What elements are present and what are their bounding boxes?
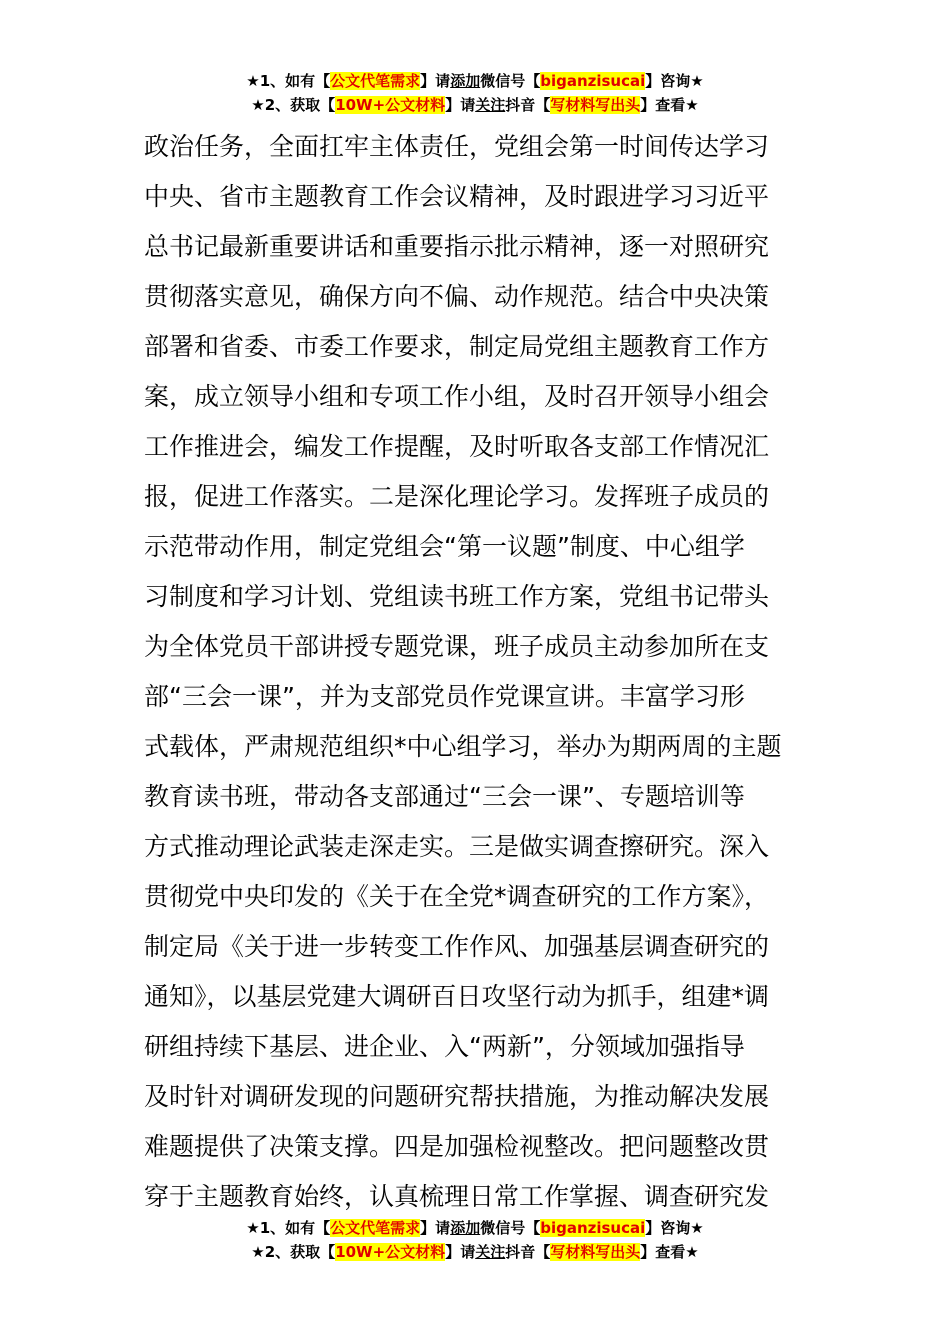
- body-line: 示范带动作用，制定党组会“第一议题”制度、中心组学: [144, 532, 745, 561]
- body-line: 贯彻落实意见，确保方向不偏、动作规范。结合中央决策: [144, 282, 770, 311]
- header-banner-line-2: [0, 93, 950, 117]
- header-banner-line-1-text-e: 微信号【: [480, 72, 541, 90]
- footer-banner-line-2-highlight-materials: 10W+公文材料: [335, 1243, 446, 1261]
- body-line: 中央、省市主题教育工作会议精神，及时跟进学习习近平: [144, 182, 770, 211]
- body-line: 案，成立领导小组和专项工作小组，及时召开领导小组会: [144, 382, 770, 411]
- header-banner-line-2-text-g: 】查看★: [640, 96, 699, 114]
- header-banner-line-2-text-a: ★2、获取【: [251, 96, 336, 114]
- body-line: 及时针对调研发现的问题研究帮扶措施，为推动解决发展: [144, 1082, 770, 1111]
- header-banner-line-2-text-e: 抖音【: [505, 96, 551, 114]
- footer-banner-line-1-text-a: ★1、如有【: [246, 1219, 331, 1237]
- header-banner-line-1-highlight-service: 公文代笔需求: [330, 72, 421, 90]
- footer-banner-line-2-text-g: 】查看★: [640, 1243, 699, 1261]
- body-line: 方式推动理论武装走深走实。三是做实调查擦研究。深入: [144, 832, 770, 861]
- body-line: 制定局《关于进一步转变工作作风、加强基层调查研究的: [144, 932, 770, 961]
- header-banner-line-1-text-a: ★1、如有【: [246, 72, 331, 90]
- footer-banner-line-2-text-c: 】请: [445, 1243, 476, 1261]
- body-line: 政治任务，全面扛牢主体责任，党组会第一时间传达学习: [144, 132, 770, 161]
- header-banner-line-1-text-c: 】请: [420, 72, 451, 90]
- footer-banner-line-1: [0, 1216, 950, 1240]
- header-banner-line-1: [0, 69, 950, 93]
- body-line: 总书记最新重要讲话和重要指示批示精神，逐一对照研究: [144, 232, 770, 261]
- header-banner-line-1-highlight-wechat-id: biganzisucai: [540, 72, 646, 90]
- header-banner-line-2-text-c: 】请: [445, 96, 476, 114]
- body-line: 穿于主题教育始终，认真梳理日常工作掌握、调查研究发: [144, 1182, 770, 1211]
- document-body: [144, 122, 824, 1222]
- footer-banner-line-1-text-g: 】咨询★: [645, 1219, 704, 1237]
- footer-banner-line-2-text-a: ★2、获取【: [251, 1243, 336, 1261]
- footer-banner-line-2-underlined-follow: 关注: [475, 1243, 506, 1261]
- body-line: 报，促进工作落实。二是深化理论学习。发挥班子成员的: [144, 482, 770, 511]
- body-line: 研组持续下基层、进企业、入“两新”，分领域加强指导: [144, 1032, 745, 1061]
- header-banner-line-2-highlight-account: 写材料写出头: [550, 96, 641, 114]
- body-line: 部“三会一课”，并为支部党员作党课宣讲。丰富学习形: [144, 682, 745, 711]
- footer-banner-line-1-text-e: 微信号【: [480, 1219, 541, 1237]
- body-line: 为全体党员干部讲授专题党课，班子成员主动参加所在支: [144, 632, 770, 661]
- header-banner-line-1-underlined-add: 添加: [450, 72, 481, 90]
- body-line: 部署和省委、市委工作要求，制定局党组主题教育工作方: [144, 332, 770, 361]
- header-banner-line-2-highlight-materials: 10W+公文材料: [335, 96, 446, 114]
- header-banner-line-1-text-g: 】咨询★: [645, 72, 704, 90]
- footer-banner-line-1-text-c: 】请: [420, 1219, 451, 1237]
- body-line: 难题提供了决策支撑。四是加强检视整改。把问题整改贯: [144, 1132, 770, 1161]
- body-line: 教育读书班，带动各支部通过“三会一课”、专题培训等: [144, 782, 745, 811]
- footer-banner-line-1-highlight-service: 公文代笔需求: [330, 1219, 421, 1237]
- footer-banner: [0, 1216, 950, 1264]
- footer-banner-line-1-underlined-add: 添加: [450, 1219, 481, 1237]
- header-banner: [0, 69, 950, 117]
- header-banner-line-2-underlined-follow: 关注: [475, 96, 506, 114]
- footer-banner-line-2: [0, 1240, 950, 1264]
- body-line: 通知》，以基层党建大调研百日攻坚行动为抓手，组建*调: [144, 982, 770, 1011]
- body-line: 贯彻党中央印发的《关于在全党*调查研究的工作方案》，: [144, 882, 770, 911]
- footer-banner-line-2-highlight-account: 写材料写出头: [550, 1243, 641, 1261]
- footer-banner-line-2-text-e: 抖音【: [505, 1243, 551, 1261]
- body-line: 工作推进会，编发工作提醒，及时听取各支部工作情况汇: [144, 432, 770, 461]
- body-line: 式载体，严肃规范组织*中心组学习，举办为期两周的主题: [144, 732, 782, 761]
- footer-banner-line-1-highlight-wechat-id: biganzisucai: [540, 1219, 646, 1237]
- body-line: 习制度和学习计划、党组读书班工作方案，党组书记带头: [144, 582, 770, 611]
